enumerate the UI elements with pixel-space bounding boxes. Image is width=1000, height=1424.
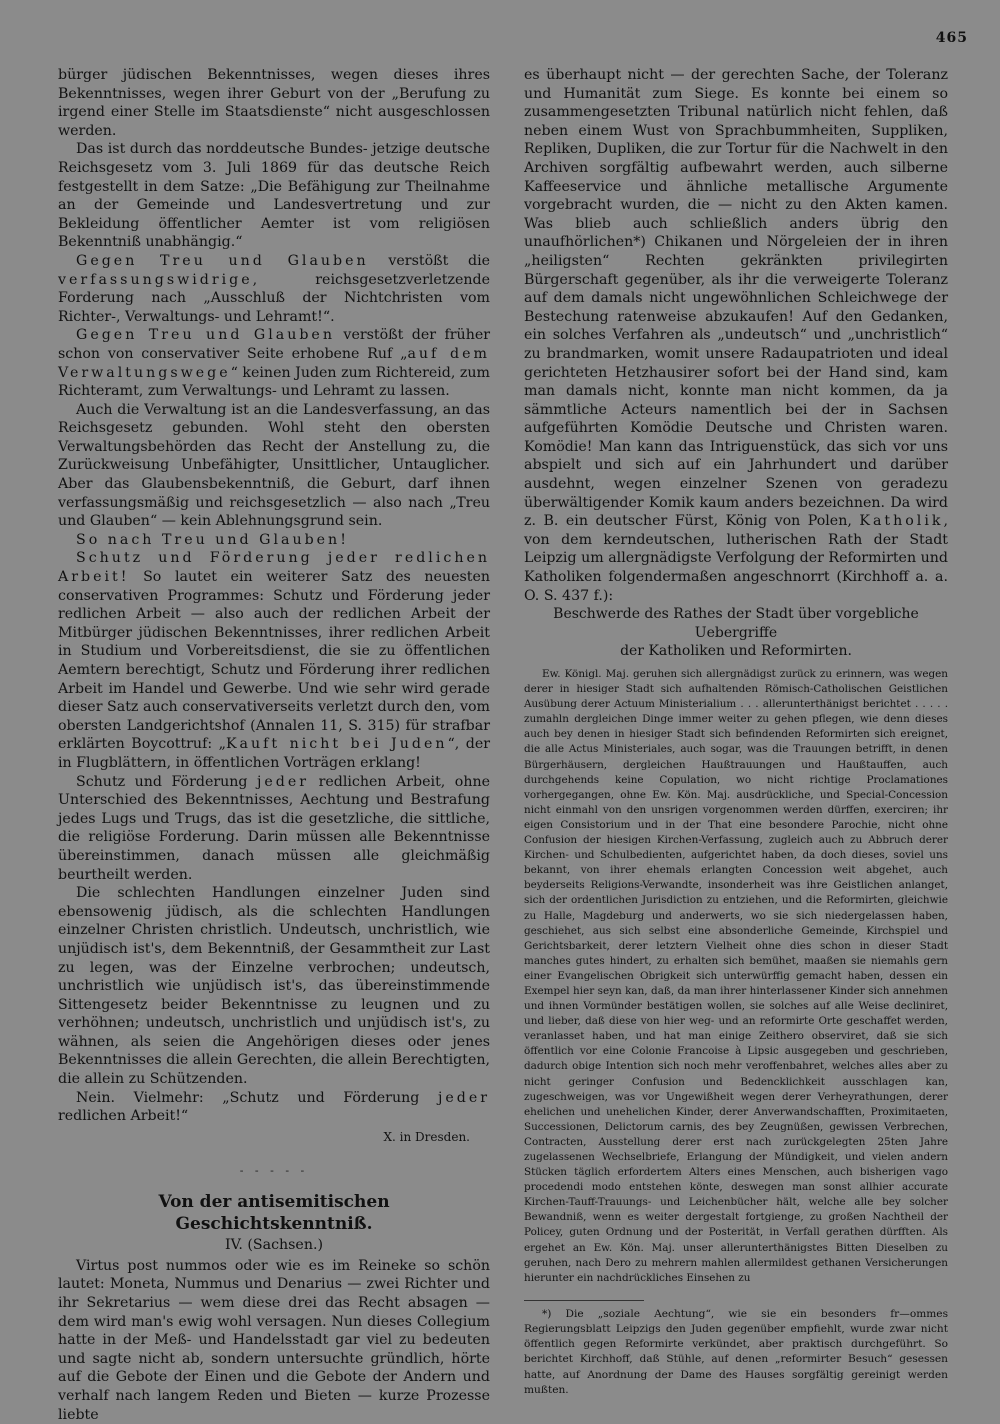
author-signature: X. in Dresden. [383,1129,470,1144]
text-run: redlichen Arbeit!“ [58,1108,189,1125]
right-column [524,66,948,1398]
paragraph [58,549,490,772]
spaced-phrase: So nach Treu und Glauben! [76,531,349,548]
paragraph: Die schlechten Handlungen einzelner Juden sind ebensowenig jüdisch, als die schlechten Handlungen einzelner Christen christlich. Undeutsch, unchristlich, wie unjüdisch ist's, dem Bekenntniß, der Gesammtheit zur Last zu legen, was der Einzelne verbrochen; undeutsch, unchristlich wie unjüdisch ist's, das übereinstimmende Sittengesetz beider Bekenntnisse zu leugnen und zu verhöhnen; undeutsch, unchristlich und unjüdisch ist's, zu wähnen, als seien die Angehörigen dieses oder jenes Bekenntnisses die allein Gerechten, die allein Berechtigten, die allein zu Schützenden. [58,885,490,1088]
section-title: Von der antisemitischen Geschichtskenntniß. [158,1191,390,1234]
text-run: Nein. Vielmehr: „Schutz und Förderung [76,1089,438,1106]
text-run: redlichen Arbeit, ohne Unterschied des Bekenntnisses, Aechtung und Bestrafung jedes Lugs und Trugs, das ist die gesetzliche, die sittliche, die religiöse Forderung. Darin müssen alle Bekenntnisse übereinstimmen, danach müssen alle gleichmäßig beurtheilt werden. [58,773,490,883]
spaced-phrase: Katholik [859,513,944,530]
paragraph [58,773,490,885]
spaced-phrase: jeder [437,1089,490,1106]
complaint-heading-line: der Katholiken und Reformirten. [620,643,852,660]
text-run: , von dem kerndeutschen, lutherischen Rath der Stadt Leipzig um allergnädigste Verfolgung der Reformirten und Katholiken folgendermaßen angeschnorrt (Kirchhoff a. a. O. S. 437 f.): [524,513,948,604]
text-run: verstößt die [368,252,491,269]
spaced-phrase: Gegen Treu und Glauben [76,327,335,344]
spaced-phrase: verfassungswidrige, [58,271,261,288]
paragraph [524,66,948,605]
spaced-phrase: Kauft nicht bei Juden [225,736,448,753]
paragraph: Virtus post nummos oder wie es im Reineke so schön lautet: Moneta, Nummus und Denarius — zwei Richter und ihr Sekretarius — wem diese drei das Recht absagen — dem wird man's ewig wohl versagen. Nun dieses Collegium hatte in der Meß- und Handelsstadt gar viel zu bedeuten und sagte nicht ab, sondern untersuchte gründlich, hörte auf die Gebote der Einen und die Gebote der Andern und verhalf nach langem Reden und Bieten — kurze Prozesse liebte [58,1257,490,1423]
paragraph [58,1089,490,1126]
spaced-phrase: Gegen Treu und Glauben [76,252,369,269]
page-number: 465 [935,30,968,46]
paragraph [58,252,490,326]
spaced-phrase: jeder [257,773,310,790]
paragraph [58,326,490,400]
quoted-document [524,667,948,1286]
text-run: “ keinen Juden zum Richtereid, zum Richteramt, zum Verwaltungs- und Lehramt zu lassen. [58,364,490,400]
text-run: verstößt der früher schon von conservativer Seite erhobene Ruf „ [58,327,491,362]
footnote [524,1296,948,1398]
complaint-heading [524,605,948,661]
text-run: Schutz und Förderung [76,773,257,790]
paragraph [58,531,490,550]
spaced-phrase: Schutz und Förderung jeder redlichen Arbeit! [58,550,490,586]
text-run: reichsgesetzverletzende Forderung nach „Ausschluß der Nichtchristen vom Richter-, Verwaltungs- und Lehramt!“. [58,271,490,325]
section-separator: - - - - - [239,1163,309,1177]
section-subtitle: IV. (Sachsen.) [224,1236,324,1253]
quoted-text: Ew. Königl. Maj. geruhen sich allergnädigst zurück zu erinnern, was wegen derer in hiesiger Stadt sich aufhaltenden Römisch-Catholischen Geistlichen Ausübung derer Actuum Ministerialium . . . allerunterthänigst berichtet . . . . . zumahln dergleichen Dinge immer weiter zu gehen pflegen, wie denn dieses auch bey denen in hiesiger Stadt sich befindenden Reformirten sich ereignet, die alle Actus Ministeriales, auch sogar, was die Trauungen betrifft, in denen Bürgerhäusern, dergleichen Haußtrauungen und Haußtauffen, auch durchgehends keine Copulation, wo nicht richtige Proclamationes vorhergegangen, ohne Ew. Kön. Maj. ausdrückliche, und Special-Concession nicht einmahl von den unsrigen vorgenommen werden dürffen, exerciren; ihr eigen Consistorium und in der That eine besondere Parochie, nicht ohne Confusion der hiesigen Kirchen-Verfassung, zugleich auch zu Abbruch derer Kirchen- und Schulbedienten, aufgerichtet haben, da doch dieses, soviel uns bekannt, von ihrer ehemals erlangten Concession weit abgehet, auch beyderseits Religions-Verwandte, insonderheit was ihre Geistlichen anlanget, sich der ordentlichen Jurisdiction zu entziehen, und die Reformirten, gleichwie zu Halle, Magdeburg und anderwerts, wo sie sich niedergelassen haben, geschiehet, aus sich selbst eine absonderliche Gemeinde, Kirchspiel und Gerichtsbarkeit, derer letztern Vielheit ohne dies schon in dieser Stadt manches gutes hindert, zu erhalten sich bemühet, maaßen sie niemahls gern einer Evangelischen Obrigkeit sich unterwürffig gemacht haben, dessen ein Exempel hier seyn kan, daß, da man ihrer hinterlassener Kinder sich annehmen und ihnen Vormünder bestätigen wollen, sie solches auf alle Weise decliniret, und lieber, daß diese von hier weg- und an reformirte Orte geschaffet werden, veranlasset haben, und hat man einige Zeithero observiret, daß sie sich öffentlich vor eine Colonie Francoise à Lipsic ausgegeben und geschrieben, dadurch obige Intention sich noch mehr veroffenbahret, welches alles aber zu nicht geringer Confusion und Bedencklichkeit ausschlagen kan, zugeschweigen, was vor Ungewißheit wegen derer Verheyrathungen, derer ehelichen und unehelichen Kinder, derer Anverwandschafften, Proximitaeten, Successionen, Delictorum carnis, des bey Zeugnüßen, gewissen Verbrechen, Contracten, Ausstellung derer erst nach zurückgelegten 25ten Jahre zugelassenen Wechselbriefe, Erlangung der Mündigkeit, und vielen andern Stücken täglich erfordertem Alters eines Menschen, auch bisherigen vago procedendi modo entstehen könte, deswegen man sonst allhier accurate Kirchen-Tauff-Trauungs- und Leichenbücher hält, welche alle bey solcher Bewandniß, wenn es weiter dergestalt fortgienge, zu großen Nachtheil der Policey, guten Ordnung und der Posterität, in Verfall gerathen dürfften. Als ergehet an Ew. Kön. Maj. unser allerunterthänigstes Bitten Dieselben zu geruhen, nach Dero zu mehrern mahlen allermildest gethanen Versicherungen hierunter ein nachdrückliches Einsehen zu [524,668,948,1284]
paragraph: bürger jüdischen Bekenntnisses, wegen dieses ihres Bekenntnisses, wegen ihrer Geburt von der „Berufung zu irgend einer Stelle im Staatsdienste“ nicht ausgeschlossen werden. [58,67,490,139]
footnote-text: *) Die „soziale Aechtung“, wie sie ein besonders fr—ommes Regierungsblatt Leipzigs den Juden gegenüber empfiehlt, wurde zwar nicht öffentlich gegen Reformirte verkündet, aber praktisch durchgeführt. So berichtet Kirchhoff, daß Stühle, auf denen „reformirter Besuch“ gesessen hatte, auf Anordnung der Dame des Hauses sorgfältig gereinigt werden mußten. [524,1307,948,1396]
spaced-phrase: auf dem Verwaltungswege [58,345,490,381]
text-run: So lautet ein weiterer Satz des neuesten conservativen Programmes: Schutz und Förderung jeder redlichen Arbeit — also auch der redlichen Arbeit der Mitbürger jüdischen Bekenntnisses, ihrer redlichen Arbeit in Studium und Vorbereitsdienst, die sie zu öffentlichen Aemtern berechtigt, Schutz und Förderung ihrer redlichen Arbeit im Handel und Gewerbe. Und wie sehr wird gerade dieser Satz auch conservativerseits verletzt durch den, vom obersten Landgerichtshof (Annalen 11, S. 315) für strafbar erklärten Boycottruf: „ [58,569,490,753]
complaint-heading-line: Beschwerde des Rathes der Stadt über vorgebliche Uebergriffe [553,606,919,641]
text-run: “, der in Flugblättern, in öffentlichen Vorträgen erklang! [58,736,490,771]
left-column [58,66,490,1424]
paragraph: Das ist durch das norddeutsche Bundes- jetzige deutsche Reichsgesetz vom 3. Juli 1869 für das deutsche Reich festgestellt in dem Satze: „Die Befähigung zur Theilnahme an der Gemeinde und Landesvertretung und zur Bekleidung öffentlicher Aemter ist vom religiösen Bekenntniß unabhängig.“ [58,141,490,251]
text-run: es überhaupt nicht — der gerechten Sache, der Toleranz und Humanität zum Siege. Es konnte bei einem so zusammengesetzten Tribunal natürlich nicht fehlen, daß neben einem Wust von Sprachbummheiten, Suppliken, Repliken, Dupliken, die zur Tortur für die Nachwelt in den Archiven sorgfältig aufbewahrt werden, auch silberne Kaffeeservice und ähnliche metallische Argumente vorgebracht wurden, die — nicht zu den Akten kamen. Was blieb auch schließlich anders übrig den unaufhörlichen*) Chikanen und Nörgeleien der in ihren „heiligsten“ Rechten gekränkten privilegirten Bürgerschaft gegenüber, als ihr die verweigerte Toleranz auf dem damals nicht ungewöhnlichen Schleichwege der Bestechung ratenweise abzukaufen! Auf den Gedanken, ein solches Verfahren als „undeutsch“ und „unchristlich“ zu brandmarken, womit unsere Radaupatrioten und ideal gerichteten Hetzhausirer sofort bei der Hand sind, kam man damals nicht, konnte man nicht kommen, da ja sämmtliche Acteurs namentlich bei der in Sachsen aufgeführten Komödie Deutsche und Christen waren. Komödie! Man kann das Intriguenstück, das sich vor uns abspielt und sich auf ein Jahrhundert und darüber ausdehnt, wegen einzelner Szenen von geradezu überwältigender Komik kaum anders bezeichnen. Da wird z. B. ein deutscher Fürst, König von Polen, [524,67,948,530]
footnote-rule [524,1300,644,1301]
paragraph: Auch die Verwaltung ist an die Landesverfassung, an das Reichsgesetz gebunden. Wohl steht den obersten Verwaltungsbehörden das Recht der Anstellung zu, die Zurückweisung Unbefähigter, Unsittlicher, Untauglicher. Aber das Glaubensbekenntniß, die Geburt, darf ihnen verfassungsmäßig und reichsgesetzlich — also nach „Treu und Glauben“ — kein Ablehnungsgrund sein. [58,401,490,530]
